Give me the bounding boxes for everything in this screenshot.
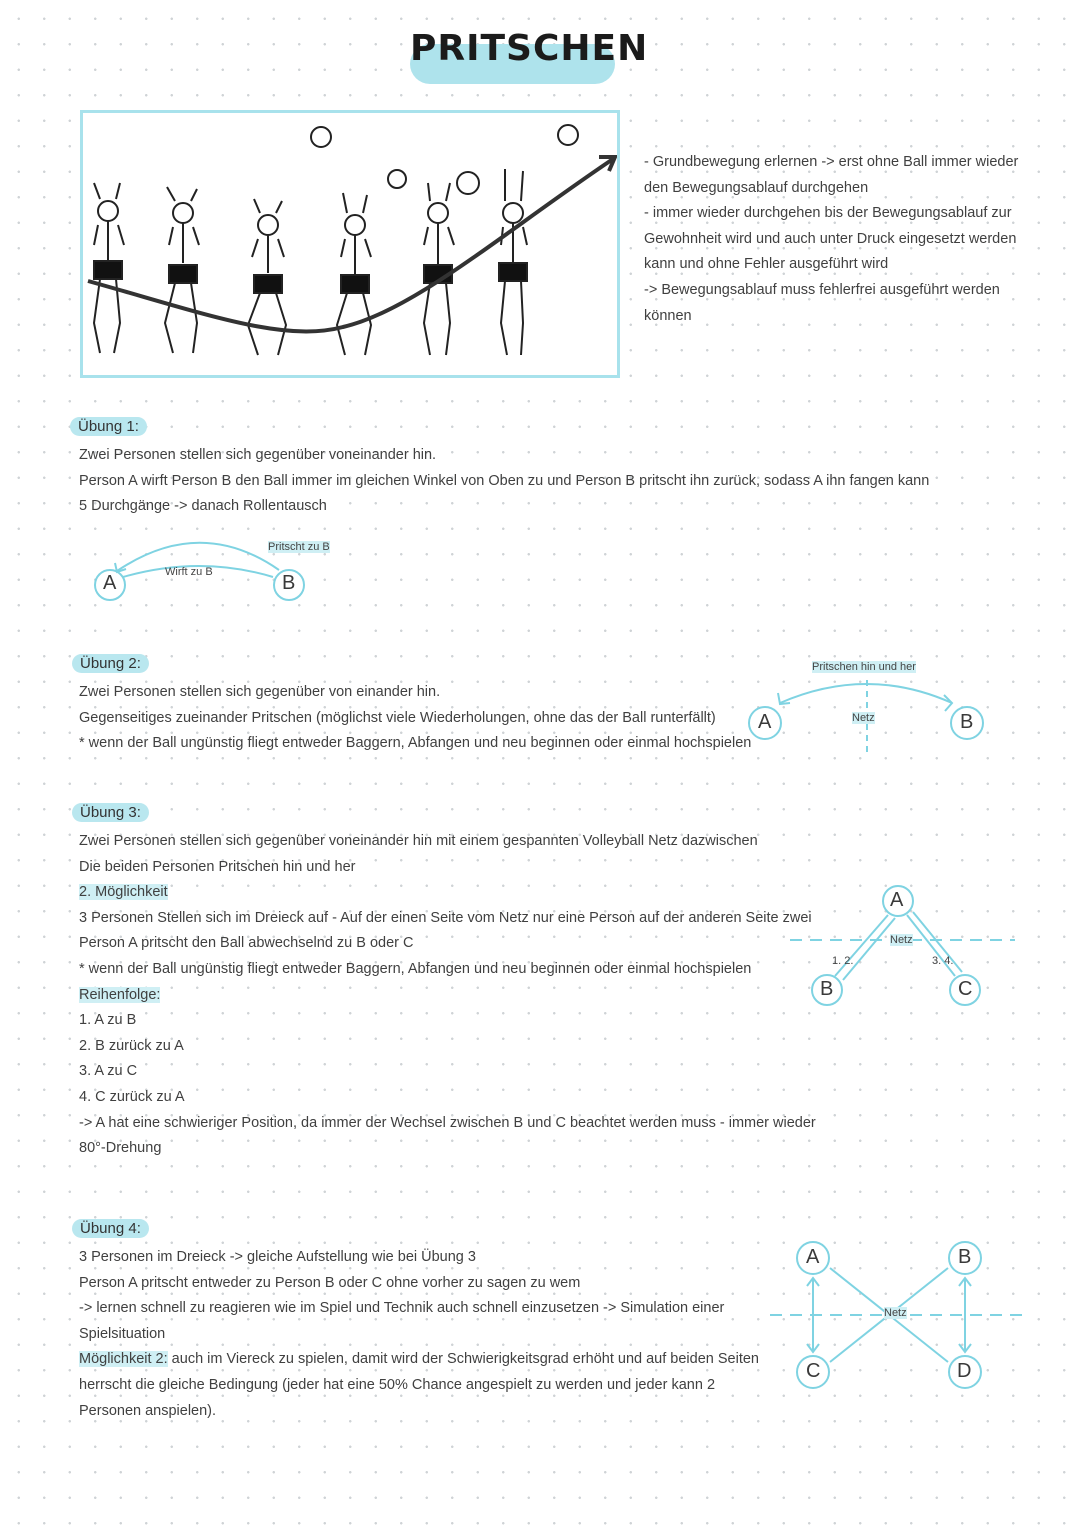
ball-icon — [457, 172, 479, 194]
arrow-head-icon — [944, 695, 952, 711]
player-a-label: A — [890, 889, 904, 911]
uebung4-text — [79, 1245, 759, 1424]
uebung3-line: 3. A zu C — [79, 1063, 138, 1080]
intro-line: können — [644, 307, 692, 324]
player-d-label: D — [957, 1360, 972, 1382]
uebung3-heading: Übung 3: — [72, 803, 149, 822]
uebung3-subheading: 2. Möglichkeit — [79, 884, 168, 901]
intro-line: -> Bewegungsablauf muss fehlerfrei ausgeführt werden — [644, 281, 1000, 298]
net-label: Netz — [852, 712, 875, 724]
uebung3-text — [79, 829, 816, 1162]
pass-label: Pritschen hin und her — [812, 661, 916, 673]
page-title: PRITSCHEN — [410, 28, 649, 69]
player-c-label: C — [958, 978, 973, 1000]
player-b-label: B — [820, 978, 834, 1000]
player-c-label: C — [806, 1360, 821, 1382]
uebung1-line: Zwei Personen stellen sich gegenüber voneinander hin. — [79, 447, 437, 463]
pass-b-a — [843, 918, 895, 980]
uebung1-line: 5 Durchgänge -> danach Rollentausch — [79, 498, 327, 515]
uebung4-heading: Übung 4: — [72, 1219, 149, 1238]
player-a-label: A — [758, 711, 772, 733]
motion-sequence-figure — [80, 110, 620, 378]
uebung1-heading: Übung 1: — [70, 417, 147, 436]
uebung3-line: * wenn der Ball ungünstig fliegt entweder Baggern, Abfangen und neu beginnen oder einmal hochspielen — [79, 960, 752, 977]
uebung3-line: 80°-Drehung — [79, 1140, 162, 1157]
intro-line: Gewohnheit wird und auch unter Druck eingesetzt werden — [644, 230, 1017, 247]
uebung4-line: -> lernen schnell zu reagieren wie im Spiel und Technik auch schnell einzusetzen -> Simulation einer — [79, 1300, 725, 1317]
uebung2-heading: Übung 2: — [72, 654, 149, 673]
motion-sequence-drawing — [83, 113, 617, 375]
net-label: Netz — [890, 934, 913, 946]
uebung1-line: Person A wirft Person B den Ball immer im gleichen Winkel von Oben zu und Person B pritscht ihn zurück, sodass A ihn fangen kann — [79, 472, 930, 489]
player-a-label: A — [103, 572, 117, 594]
player-b-label: B — [960, 711, 974, 733]
ball-icon — [311, 127, 331, 147]
uebung3-line: 3 Personen Stellen sich im Dreieck auf - Auf der einen Seite vom Netz nur eine Person auf der anderen Seite zwei — [79, 909, 812, 926]
player-b-label: B — [282, 572, 296, 594]
uebung3-line: Zwei Personen stellen sich gegenüber voneinander hin mit einem gespannten Volleyball Netz dazwischen — [79, 833, 758, 849]
uebung3-line: -> A hat eine schwieriger Position, da immer der Wechsel zwischen B und C beachtet werden muss - immer wieder — [79, 1114, 816, 1131]
order-label-34: 3. 4. — [932, 955, 954, 967]
uebung4-line: Person A pritscht entweder zu Person B oder C ohne vorher zu sagen zu wem — [79, 1274, 581, 1291]
intro-line: kann und ohne Fehler ausgeführt wird — [644, 256, 889, 273]
throw-label: Wirft zu B — [165, 566, 213, 578]
uebung4-line: herrscht die gleiche Bedingung (jeder hat eine 50% Chance angespielt zu werden und jeder kann 2 — [79, 1376, 716, 1393]
intro-line: - immer wieder durchgehen bis der Bewegungsablauf zur — [644, 205, 1012, 222]
uebung4-line: 3 Personen im Dreieck -> gleiche Aufstellung wie bei Übung 3 — [79, 1249, 476, 1265]
set-label: Pritscht zu B — [268, 541, 330, 553]
uebung1-diagram — [85, 525, 355, 610]
uebung3-line: Die beiden Personen Pritschen hin und her — [79, 858, 356, 875]
net-label: Netz — [884, 1307, 907, 1319]
uebung3-line: 1. A zu B — [79, 1012, 137, 1029]
uebung2-heading-wrap — [72, 655, 149, 673]
uebung4-line: Personen anspielen). — [79, 1402, 217, 1419]
uebung2-line: Zwei Personen stellen sich gegenüber von einander hin. — [79, 684, 441, 700]
uebung4-option-label: Möglichkeit 2: — [79, 1351, 168, 1368]
order-label-12: 1. 2. — [832, 955, 854, 967]
player-figures — [94, 169, 527, 355]
intro-line: den Bewegungsablauf durchgehen — [644, 179, 869, 196]
uebung4-line: auch im Viereck zu spielen, damit wird der Schwierigkeitsgrad erhöht und auf beiden Seiten — [167, 1351, 759, 1368]
uebung4-line: Spielsituation — [79, 1325, 166, 1342]
uebung3-line: 4. C zurück zu A — [79, 1088, 185, 1105]
uebung4-heading-wrap — [72, 1220, 149, 1238]
uebung2-line: * wenn der Ball ungünstig fliegt entweder Baggern, Abfangen und neu beginnen oder einmal hochspielen — [79, 735, 752, 752]
uebung2-line: Gegenseitiges zueinander Pritschen (möglichst viele Wiederholungen, ohne das der Ball runterfällt) — [79, 709, 716, 726]
player-b-label: B — [958, 1246, 972, 1268]
uebung3-heading-wrap — [72, 804, 149, 822]
uebung3-line: Person A pritscht den Ball abwechselnd zu B oder C — [79, 935, 414, 952]
motion-curve — [88, 159, 613, 331]
intro-text — [644, 150, 1018, 329]
uebung3-order-heading: Reihenfolge: — [79, 986, 161, 1003]
player-a-label: A — [806, 1246, 820, 1268]
uebung3-line: 2. B zurück zu A — [79, 1037, 184, 1054]
uebung1-text — [79, 443, 929, 520]
uebung2-text — [79, 680, 751, 757]
title-block — [410, 22, 649, 84]
uebung1-heading-wrap — [70, 418, 147, 436]
intro-line: - Grundbewegung erlernen -> erst ohne Ball immer wieder — [644, 154, 1019, 170]
ball-icon — [388, 170, 406, 188]
ball-icon — [558, 125, 578, 145]
